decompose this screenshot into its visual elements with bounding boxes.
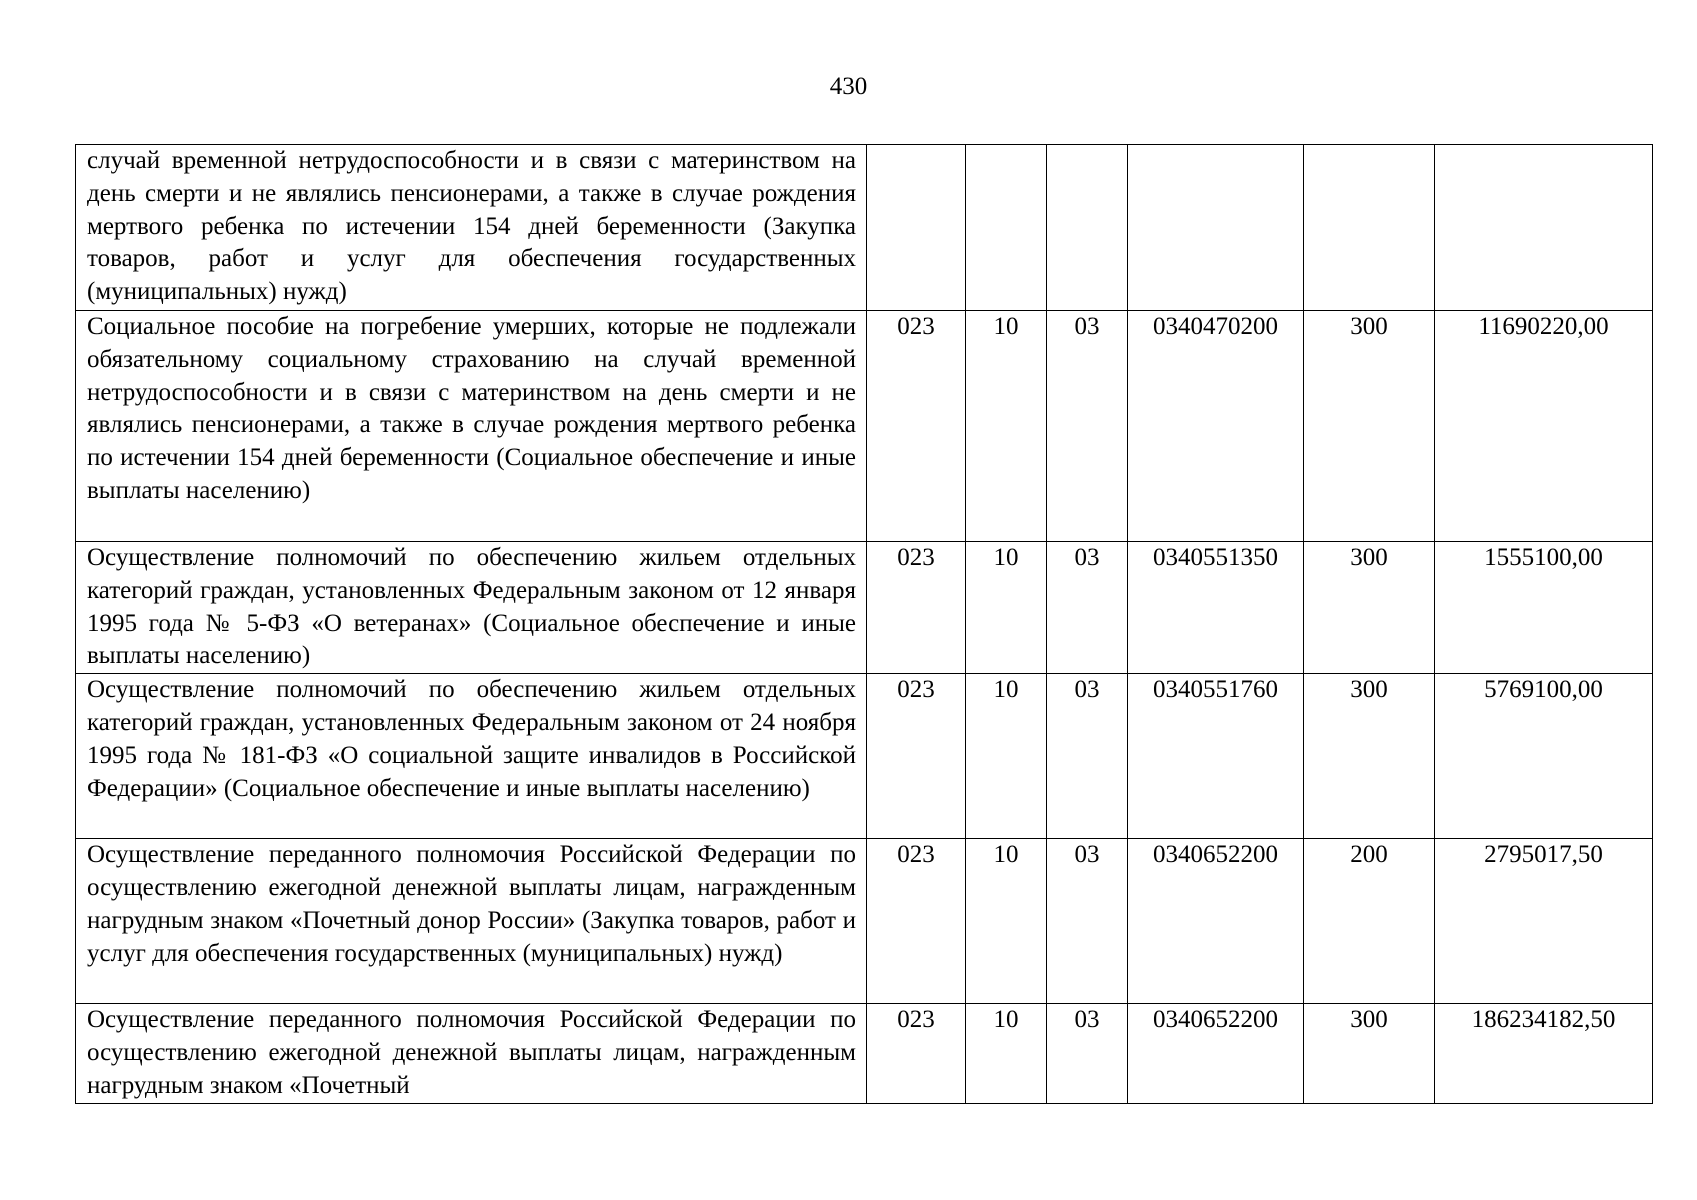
amount: 186234182,50 — [1435, 1004, 1653, 1104]
amount: 1555100,00 — [1435, 542, 1653, 674]
target-article-code: 0340551350 — [1128, 542, 1304, 674]
row-description: Социальное пособие на погребение умерших, которые не подлежали обязательному социальному страхованию на случай временной нетрудоспособности и в связи с материнством на день смерти и не являлись пенсионерами, а также в случае рождения мертвого ребенка по истечении 154 дней беременности (Социальное обеспечение и иные выплаты населению) — [76, 311, 867, 542]
budget-table — [75, 144, 1653, 1104]
amount: 2795017,50 — [1435, 839, 1653, 1004]
row-description: случай временной нетрудоспособности и в связи с материнством на день смерти и не являлись пенсионерами, а также в случае рождения мертвого ребенка по истечении 154 дней беременности (Закупка товаров, работ и услуг для обеспечения государственных (муниципальных) нужд) — [76, 145, 867, 311]
section-code: 10 — [966, 1004, 1047, 1104]
target-article-code: 0340551760 — [1128, 674, 1304, 839]
grbs-code: 023 — [867, 542, 966, 674]
section-code: 10 — [966, 674, 1047, 839]
table-row — [76, 1004, 1653, 1104]
table-row — [76, 839, 1653, 1004]
target-article-code: 0340652200 — [1128, 839, 1304, 1004]
target-article-code — [1128, 145, 1304, 311]
section-code: 10 — [966, 311, 1047, 542]
grbs-code: 023 — [867, 839, 966, 1004]
subsection-code: 03 — [1047, 674, 1128, 839]
section-code: 10 — [966, 839, 1047, 1004]
expense-type-code: 200 — [1304, 839, 1435, 1004]
target-article-code: 0340470200 — [1128, 311, 1304, 542]
expense-type-code — [1304, 145, 1435, 311]
subsection-code: 03 — [1047, 311, 1128, 542]
subsection-code: 03 — [1047, 839, 1128, 1004]
row-description: Осуществление полномочий по обеспечению жильем отдельных категорий граждан, установленных Федеральным законом от 12 января 1995 года № 5-ФЗ «О ветеранах» (Социальное обеспечение и иные выплаты населению) — [76, 542, 867, 674]
subsection-code: 03 — [1047, 542, 1128, 674]
subsection-code: 03 — [1047, 1004, 1128, 1104]
expense-type-code: 300 — [1304, 1004, 1435, 1104]
amount: 11690220,00 — [1435, 311, 1653, 542]
grbs-code: 023 — [867, 1004, 966, 1104]
expense-type-code: 300 — [1304, 674, 1435, 839]
table-row — [76, 542, 1653, 674]
expense-type-code: 300 — [1304, 311, 1435, 542]
table-row — [76, 145, 1653, 311]
page-number: 430 — [829, 73, 868, 100]
target-article-code: 0340652200 — [1128, 1004, 1304, 1104]
subsection-code — [1047, 145, 1128, 311]
table-row — [76, 311, 1653, 542]
grbs-code: 023 — [867, 311, 966, 542]
amount — [1435, 145, 1653, 311]
grbs-code — [867, 145, 966, 311]
grbs-code: 023 — [867, 674, 966, 839]
section-code: 10 — [966, 542, 1047, 674]
table-row — [76, 674, 1653, 839]
row-description: Осуществление переданного полномочия Российской Федерации по осуществлению ежегодной денежной выплаты лицам, награжденным нагрудным знаком «Почетный донор России» (Закупка товаров, работ и услуг для обеспечения государственных (муниципальных) нужд) — [76, 839, 867, 1004]
amount: 5769100,00 — [1435, 674, 1653, 839]
expense-type-code: 300 — [1304, 542, 1435, 674]
row-description: Осуществление полномочий по обеспечению жильем отдельных категорий граждан, установленных Федеральным законом от 24 ноября 1995 года № 181-ФЗ «О социальной защите инвалидов в Российской Федерации» (Социальное обеспечение и иные выплаты населению) — [76, 674, 867, 839]
section-code — [966, 145, 1047, 311]
row-description: Осуществление переданного полномочия Российской Федерации по осуществлению ежегодной денежной выплаты лицам, награжденным нагрудным знаком «Почетный — [76, 1004, 867, 1104]
